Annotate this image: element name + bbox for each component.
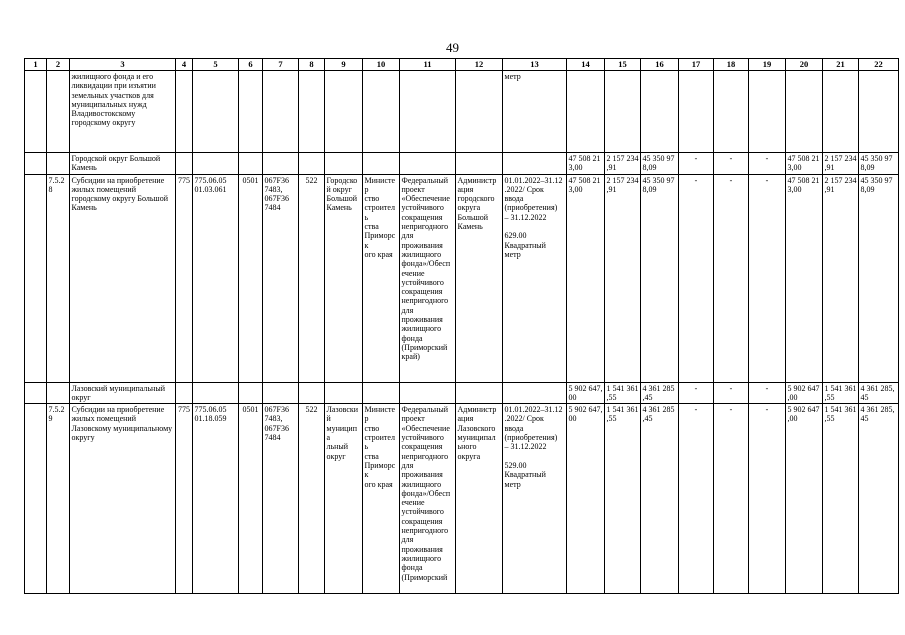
table-cell: 4 361 285, 45 [859, 382, 899, 404]
header-row [25, 59, 899, 71]
header-cell: 15 [605, 59, 641, 71]
table-cell: 2 157 234 ,91 [606, 154, 639, 173]
table-cell [325, 71, 363, 153]
table-cell [176, 71, 193, 153]
header-cell: 19 [749, 59, 786, 71]
table-cell: 47 508 21 3,00 [786, 153, 823, 175]
table-cell [363, 153, 400, 175]
table-cell [193, 382, 239, 404]
header-cell: 7 [263, 59, 299, 71]
table-cell [193, 153, 239, 175]
table-cell: Федеральный проект «Обеспечение устойчивого сокращения непригодного для проживания жилищного фонда»/Обесп ечение устойчивого сокращения непригодного для проживания жилищного фонда (Приморский край) [400, 174, 456, 382]
header-cell: 8 [299, 59, 325, 71]
table-row [25, 404, 899, 594]
table-cell [641, 71, 679, 153]
table-cell: Городско й округ Большой Камень [325, 174, 363, 382]
table-cell [400, 382, 456, 404]
table-cell: 067F36 7483, 067F36 7484 [263, 404, 299, 594]
budget-table [24, 58, 899, 594]
table-cell: 775.06.05 01.03.061 [193, 174, 239, 382]
table-cell: Субсидии на приобретение жилых помещений Лазовскому муниципальному округу [70, 404, 176, 594]
table-cell [679, 71, 714, 153]
table-cell: 5 902 647 ,00 [786, 404, 823, 594]
table-cell [363, 71, 400, 153]
table-cell [503, 382, 567, 404]
table-cell: 47 508 21 3,00 [567, 153, 605, 175]
table-cell: Администр ация Лазовского муниципал ьного округа [456, 404, 503, 594]
table-cell [859, 71, 899, 153]
table-row [25, 382, 899, 404]
header-cell: 21 [823, 59, 859, 71]
table-cell [325, 153, 363, 175]
table-cell: Городской округ Большой Камень [70, 153, 176, 175]
table-cell: 45 350 97 8,09 [859, 174, 899, 382]
table-cell [239, 71, 263, 153]
table-cell: 47 508 21 3,00 [786, 174, 823, 382]
header-cell: 6 [239, 59, 263, 71]
table-cell [400, 153, 456, 175]
header-cell: 11 [400, 59, 456, 71]
table-cell: 522 [299, 174, 325, 382]
table-cell: 01.01.2022–31.12 .2022/ Срок ввода (приобретения) – 31.12.2022 529.00 Квадратный метр [503, 404, 567, 594]
table-cell [25, 71, 47, 153]
table-cell: 067F36 7483, 067F36 7484 [263, 174, 299, 382]
header-cell: 10 [363, 59, 400, 71]
table-cell: метр [503, 71, 567, 153]
table-cell: 5 902 647 ,00 [786, 382, 823, 404]
table-cell [299, 153, 325, 175]
table-cell: - [749, 153, 786, 175]
header-cell: 14 [567, 59, 605, 71]
table-cell: 4 361 285 ,45 [641, 382, 679, 404]
table-cell [325, 382, 363, 404]
table-cell: 4 361 285 ,45 [641, 404, 679, 594]
table-cell: 7.5.28 [47, 174, 70, 382]
table-cell [605, 71, 641, 153]
table-cell [239, 382, 263, 404]
table-cell [263, 153, 299, 175]
table-cell [263, 382, 299, 404]
table-cell: - [749, 382, 786, 404]
table-cell: - [679, 174, 714, 382]
table-cell [456, 382, 503, 404]
table-cell: 2 157 234 ,91 [605, 174, 641, 382]
table-cell: Федеральный проект «Обеспечение устойчивого сокращения непригодного для проживания жилищного фонда»/Обесп ечение устойчивого сокращения непригодного для проживания жилищного фонда (Приморский [400, 404, 456, 594]
table-cell: 7.5.29 [47, 404, 70, 594]
table-cell: 775 [176, 174, 193, 382]
table-cell [193, 71, 239, 153]
table-cell: 1 541 361 ,55 [605, 404, 641, 594]
table-cell [363, 382, 400, 404]
table-cell [25, 153, 47, 175]
table-cell [786, 71, 823, 153]
table-cell: - [679, 382, 714, 404]
table-cell: 1 541 361 ,55 [823, 404, 859, 594]
table-cell [47, 71, 70, 153]
table-cell: 4 361 285, 45 [859, 404, 899, 594]
table-cell [25, 382, 47, 404]
table-cell: - [714, 404, 749, 594]
table-cell: - [714, 382, 749, 404]
table-cell: Лазовский муниципальный округ [70, 382, 176, 404]
table-cell: Министер ство строитель ства Приморск ого края [363, 404, 400, 594]
table-cell [299, 71, 325, 153]
header-cell: 20 [786, 59, 823, 71]
header-cell: 4 [176, 59, 193, 71]
header-cell: 5 [193, 59, 239, 71]
table-cell: - [749, 404, 786, 594]
table-row [25, 71, 899, 153]
table-cell: 2 157 234 ,91 [823, 174, 859, 382]
table-cell [299, 382, 325, 404]
table-cell: Администр ация городского округа Большой Камень [456, 174, 503, 382]
table-cell [25, 174, 47, 382]
header-cell: 3 [70, 59, 176, 71]
table-cell: - [714, 174, 749, 382]
table-cell [263, 71, 299, 153]
table-cell [176, 382, 193, 404]
table-cell: 45 350 97 8,09 [859, 153, 899, 175]
table-cell: жилищного фонда и его ликвидации при изъятии земельных участков для муниципальных нужд Владивостокскому городскому округу [70, 71, 176, 153]
table-cell: Субсидии на приобретение жилых помещений городскому округу Большой Камень [70, 174, 176, 382]
table-cell [25, 404, 47, 594]
header-cell: 1 [25, 59, 47, 71]
header-cell: 13 [503, 59, 567, 71]
table-cell: 47 508 21 3,00 [567, 174, 605, 382]
page-number: 49 [446, 40, 459, 55]
table-cell: 5 902 647, 00 [567, 404, 605, 594]
table-cell: 01.01.2022–31.12 .2022/ Срок ввода (приобретения) – 31.12.2022 629.00 Квадратный метр [503, 174, 567, 382]
table-cell: 5 902 647, 00 [568, 383, 603, 402]
table-cell [400, 71, 456, 153]
table-row [25, 174, 899, 382]
header-cell: 2 [47, 59, 70, 71]
table-cell [456, 71, 503, 153]
table-cell: 522 [299, 404, 325, 594]
header-cell: 22 [859, 59, 899, 71]
header-cell: 9 [325, 59, 363, 71]
table-cell: 45 350 97 8,09 [641, 153, 679, 175]
table-cell [714, 71, 749, 153]
table-cell [456, 153, 503, 175]
table-cell [749, 71, 786, 153]
table-cell: - [749, 174, 786, 382]
table-cell: 1 541 361 ,55 [606, 383, 639, 402]
header-cell: 18 [714, 59, 749, 71]
table-cell: - [679, 153, 714, 175]
table-cell: Министер ство строитель ства Приморск ого края [363, 174, 400, 382]
header-cell: 17 [679, 59, 714, 71]
table-cell [503, 153, 567, 175]
header-cell: 12 [456, 59, 503, 71]
table-cell: 1 541 361 ,55 [824, 383, 857, 402]
header-cell: 16 [641, 59, 679, 71]
table-cell: - [679, 404, 714, 594]
table-cell [823, 71, 859, 153]
table-cell: 775.06.05 01.18.059 [193, 404, 239, 594]
table-cell [176, 153, 193, 175]
table-cell: Лазовски й муниципа льный округ [325, 404, 363, 594]
table-cell [567, 71, 605, 153]
table-cell [47, 153, 70, 175]
table-cell [47, 382, 70, 404]
table-cell: 0501 [239, 174, 263, 382]
table-cell: 2 157 234 ,91 [824, 154, 857, 173]
table-cell [239, 153, 263, 175]
table-cell: 45 350 97 8,09 [641, 174, 679, 382]
table-cell: 0501 [239, 404, 263, 594]
table-row [25, 153, 899, 175]
table-cell: - [714, 153, 749, 175]
table-cell: 775 [176, 404, 193, 594]
